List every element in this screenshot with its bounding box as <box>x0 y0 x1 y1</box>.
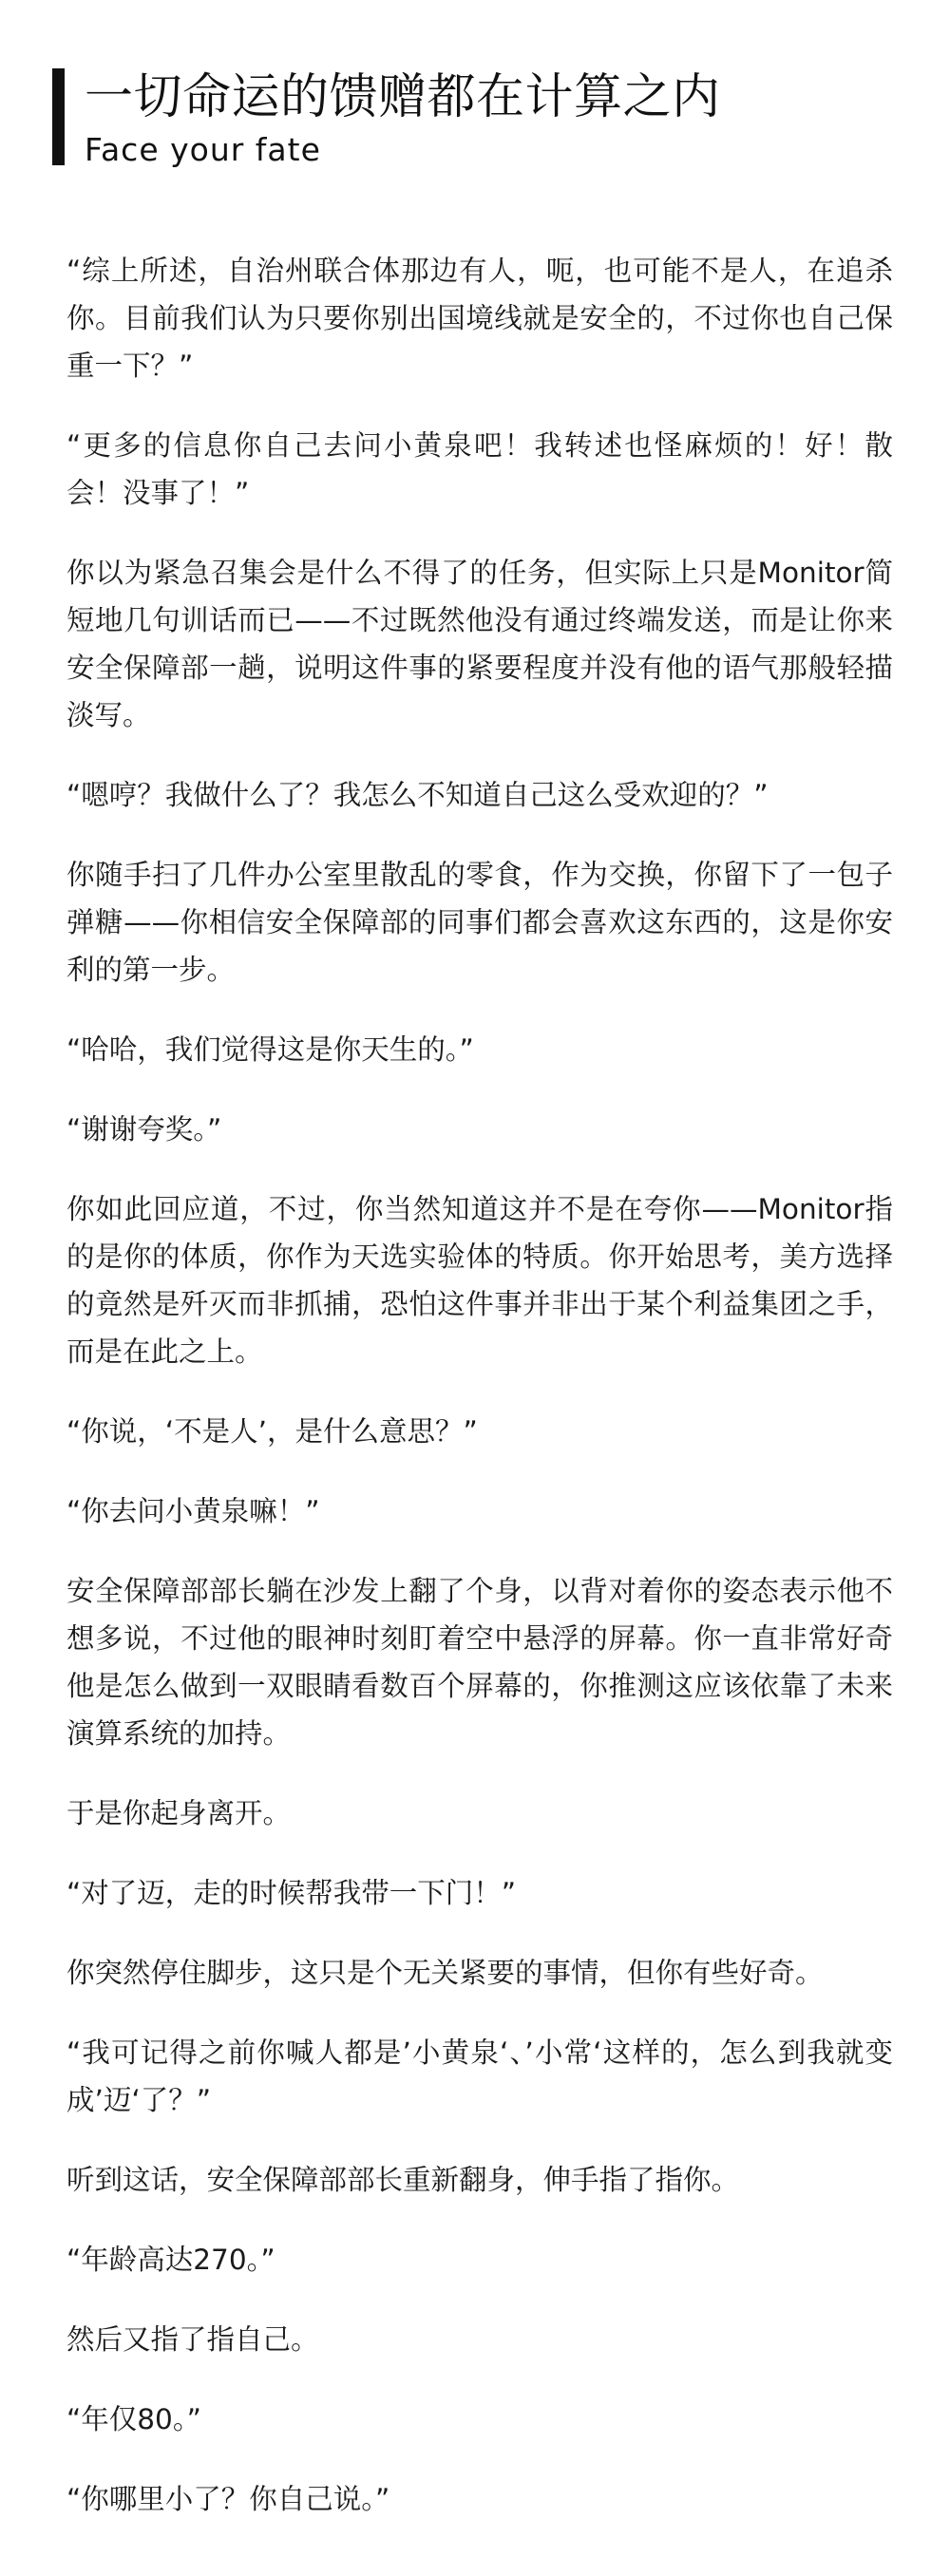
page-title: 一切命运的馈赠都在计算之内 <box>85 69 721 125</box>
page-subtitle: Face your fate <box>85 131 321 168</box>
paragraph-2: “更多的信息你自己去问小黄泉吧！我转述也怪麻烦的！好！散会！没事了！” <box>66 429 893 509</box>
article-header <box>52 65 888 167</box>
paragraph-13: “对了迈，走的时候帮我带一下门！” <box>66 1877 517 1909</box>
paragraph-1: “综上所述，自治州联合体那边有人，呃，也可能不是人，在追杀你。目前我们认为只要你别出国境线就是安全的，不过你也自己保重一下？” <box>66 255 893 382</box>
article-body <box>66 247 893 2555</box>
paragraph-6: “哈哈，我们觉得这是你天生的。” <box>66 1033 474 1066</box>
paragraph-17: “年龄高达270。” <box>66 2244 276 2276</box>
paragraph-14: 你突然停住脚步，这只是个无关紧要的事情，但你有些好奇。 <box>66 1957 824 1989</box>
paragraph-3: 你以为紧急召集会是什么不得了的任务，但实际上只是Monitor简短地几句训话而已——不过既然他没有通过终端发送，而是让你来安全保障部一趟，说明这件事的紧要程度并没有他的语气那般轻描淡写。 <box>66 557 893 731</box>
paragraph-5: 你随手扫了几件办公室里散乱的零食，作为交换，你留下了一包子弹糖——你相信安全保障部的同事们都会喜欢这东西的，这是你安利的第一步。 <box>66 859 893 986</box>
paragraph-18: 然后又指了指自己。 <box>66 2323 319 2356</box>
paragraph-16: 听到这话，安全保障部部长重新翻身，伸手指了指你。 <box>66 2164 740 2196</box>
paragraph-7: “谢谢夸奖。” <box>66 1113 222 1146</box>
paragraph-10: “你去问小黄泉嘛！” <box>66 1495 320 1527</box>
paragraph-4: “嗯哼？我做什么了？我怎么不知道自己这么受欢迎的？” <box>66 779 769 811</box>
paragraph-15: “我可记得之前你喊人都是’小黄泉‘、’小常‘这样的，怎么到我就变成’迈‘了？” <box>66 2036 893 2116</box>
paragraph-11: 安全保障部部长躺在沙发上翻了个身，以背对着你的姿态表示他不想多说，不过他的眼神时刻盯着空中悬浮的屏幕。你一直非常好奇他是怎么做到一双眼睛看数百个屏幕的，你推测这应该依靠了未来演算系统的加持。 <box>66 1575 893 1750</box>
paragraph-9: “你说，‘不是人’，是什么意思？” <box>66 1415 478 1448</box>
title-accent-bar <box>52 68 65 165</box>
paragraph-20: “你哪里小了？你自己说。” <box>66 2483 390 2515</box>
paragraph-19: “年仅80。” <box>66 2403 201 2435</box>
paragraph-12: 于是你起身离开。 <box>66 1797 292 1829</box>
paragraph-8: 你如此回应道，不过，你当然知道这并不是在夸你——Monitor指的是你的体质，你作为天选实验体的特质。你开始思考，美方选择的竟然是歼灭而非抓捕，恐怕这件事并非出于某个利益集团之手，而是在此之上。 <box>66 1193 893 1368</box>
